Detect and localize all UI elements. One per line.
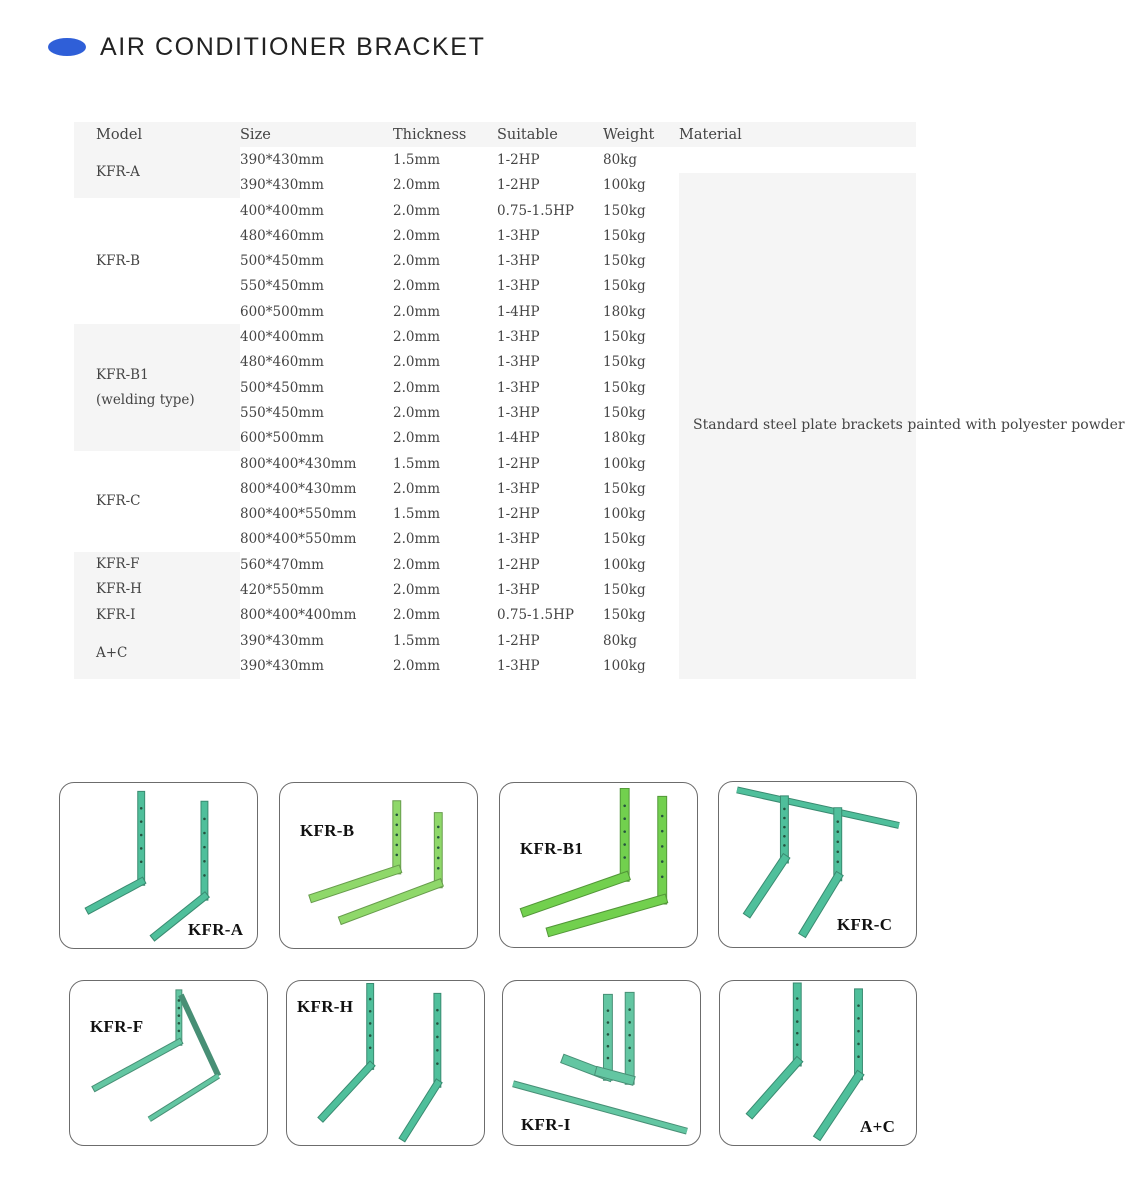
bracket-hole [836, 830, 839, 833]
suitable-cell: 1-2HP [497, 632, 540, 649]
col-header-material: Material [679, 122, 916, 147]
model-note: (welding type) [96, 391, 195, 408]
size-cell: 480*460mm [240, 227, 324, 244]
model-cell [74, 603, 240, 628]
model-cell [74, 451, 240, 552]
bracket-arm-face [526, 877, 625, 912]
thickness-cell: 2.0mm [393, 354, 441, 371]
weight-cell: 80kg [603, 151, 638, 168]
weight-cell: 150kg [603, 404, 646, 421]
col-header-suitable: Suitable [497, 122, 603, 147]
weight-cell: 100kg [603, 556, 646, 573]
suitable-cell: 1-3HP [497, 278, 540, 295]
col-header-model: Model [74, 122, 240, 147]
bracket-hole [628, 1047, 631, 1050]
bracket-illustration [500, 783, 697, 947]
thickness-cell: 2.0mm [393, 227, 441, 244]
model-name: KFR-A [96, 164, 140, 181]
bracket-hole [857, 1004, 860, 1007]
weight-cell: 150kg [603, 253, 646, 270]
size-cell: 390*430mm [240, 657, 324, 674]
bracket-hole [178, 1014, 181, 1017]
suitable-cell: 1-2HP [497, 455, 540, 472]
weight-cell: 80kg [603, 632, 638, 649]
bracket-hole [437, 826, 440, 829]
thickness-cell: 1.5mm [393, 455, 441, 472]
bracket-arm-face [552, 900, 663, 932]
bracket-hole [628, 1021, 631, 1024]
model-cell [74, 147, 240, 198]
thickness-cell: 2.0mm [393, 303, 441, 320]
bracket-arm-face [314, 870, 397, 898]
bracket-hole [783, 808, 786, 811]
suitable-cell: 1-3HP [497, 404, 540, 421]
bracket-hole [203, 832, 206, 835]
bracket-hole [140, 860, 143, 863]
bracket-hole [857, 1055, 860, 1058]
thickness-cell: 1.5mm [393, 632, 441, 649]
bracket-hole [395, 844, 398, 847]
thickness-cell: 2.0mm [393, 404, 441, 421]
bracket-hole [783, 817, 786, 820]
model-name: KFR-C [96, 492, 141, 509]
bracket-hole [661, 815, 664, 818]
bracket-hole [436, 1036, 439, 1039]
thickness-cell: 2.0mm [393, 329, 441, 346]
bracket-arm-face [819, 1076, 859, 1135]
bracket-hole [623, 817, 626, 820]
suitable-cell: 1-3HP [497, 379, 540, 396]
bracket-hole [836, 820, 839, 823]
bracket-arm-face [343, 884, 438, 920]
size-cell: 550*450mm [240, 404, 324, 421]
bracket-hole [783, 835, 786, 838]
bracket-hole [623, 843, 626, 846]
suitable-cell: 1-3HP [497, 657, 540, 674]
suitable-cell: 1-3HP [497, 581, 540, 598]
suitable-cell: 1-4HP [497, 303, 540, 320]
bracket-hole [140, 820, 143, 823]
thickness-cell: 2.0mm [393, 177, 441, 194]
weight-cell: 150kg [603, 354, 646, 371]
bracket-arm-face [404, 1084, 438, 1137]
bracket-hole [836, 840, 839, 843]
table-header-row [74, 122, 916, 147]
page-title: AIR CONDITIONER BRACKET [100, 32, 486, 61]
bracket-hole [395, 834, 398, 837]
bracket-arm-face [96, 1042, 179, 1087]
bracket-arm-face [90, 882, 141, 910]
bracket-hole [437, 836, 440, 839]
bracket-hole [607, 1057, 610, 1060]
material-cell [679, 173, 1125, 679]
bracket-hole [857, 1017, 860, 1020]
bracket-hole [140, 834, 143, 837]
suitable-cell: 1-3HP [497, 329, 540, 346]
bracket-hole [607, 1045, 610, 1048]
bracket-hole [607, 1009, 610, 1012]
bracket-hole [607, 1033, 610, 1036]
bracket-hole [661, 860, 664, 863]
weight-cell: 150kg [603, 379, 646, 396]
weight-cell: 100kg [603, 506, 646, 523]
bracket-hole [437, 867, 440, 870]
weight-cell: 150kg [603, 607, 646, 624]
suitable-cell: 1-4HP [497, 430, 540, 447]
model-cell [74, 552, 240, 577]
bracket-hole [436, 1062, 439, 1065]
bracket-hole [796, 1020, 799, 1023]
model-cell [74, 198, 240, 324]
bracket-hole [661, 845, 664, 848]
size-cell: 390*430mm [240, 177, 324, 194]
thickness-cell: 2.0mm [393, 253, 441, 270]
weight-cell: 100kg [603, 177, 646, 194]
bracket-hole [203, 860, 206, 863]
bracket-arm-lower-face [149, 1076, 218, 1119]
spec-table-body [74, 147, 1125, 678]
bracket-hole [369, 1022, 372, 1025]
weight-cell: 150kg [603, 329, 646, 346]
thickness-cell: 2.0mm [393, 531, 441, 548]
product-label: A+C [860, 1117, 896, 1136]
weight-cell: 100kg [603, 455, 646, 472]
bracket-hole [436, 1049, 439, 1052]
size-cell: 600*500mm [240, 303, 324, 320]
bracket-arm-face [804, 877, 838, 932]
bracket-hole [395, 813, 398, 816]
weight-cell: 150kg [603, 480, 646, 497]
bracket-hole [437, 846, 440, 849]
bracket-arm-face [749, 859, 785, 912]
weight-cell: 150kg [603, 202, 646, 219]
model-name: A+C [96, 644, 128, 661]
suitable-cell: 1-3HP [497, 253, 540, 270]
bracket-hole [203, 818, 206, 821]
thickness-cell: 2.0mm [393, 556, 441, 573]
size-cell: 800*400*430mm [240, 455, 357, 472]
bracket-hole [623, 805, 626, 808]
model-name: KFR-F [96, 556, 140, 573]
material-top-cell [679, 147, 916, 172]
suitable-cell: 1-2HP [497, 556, 540, 573]
spec-table [74, 122, 1125, 679]
bracket-hole [436, 1022, 439, 1025]
bracket-hole [623, 830, 626, 833]
suitable-cell: 1-3HP [497, 480, 540, 497]
weight-cell: 180kg [603, 430, 646, 447]
bracket-illustration [70, 981, 267, 1145]
size-cell: 400*400mm [240, 202, 324, 219]
size-cell: 800*400*550mm [240, 506, 357, 523]
thickness-cell: 2.0mm [393, 657, 441, 674]
thickness-cell: 2.0mm [393, 480, 441, 497]
suitable-cell: 1-3HP [497, 531, 540, 548]
bracket-hole [178, 1030, 181, 1033]
material-text: Standard steel plate brackets painted with polyester powder [693, 416, 1125, 433]
bracket-hole [369, 1046, 372, 1049]
weight-cell: 100kg [603, 657, 646, 674]
bracket-hole [628, 1034, 631, 1037]
col-header-size: Size [240, 122, 393, 147]
product-label: KFR-B [300, 821, 355, 840]
page-header [48, 30, 485, 64]
size-cell: 800*400*550mm [240, 531, 357, 548]
product-card-kfr-h [286, 980, 485, 1146]
bracket-hole [623, 856, 626, 859]
bracket-illustration [280, 783, 477, 948]
bracket-hole [628, 1059, 631, 1062]
bracket-hole [203, 846, 206, 849]
size-cell: 550*450mm [240, 278, 324, 295]
bracket-hole [628, 1008, 631, 1011]
bracket-hole [607, 1021, 610, 1024]
weight-cell: 150kg [603, 227, 646, 244]
product-card-kfr-b [279, 782, 478, 949]
model-name: KFR-B1 [96, 366, 149, 383]
bracket-hole [395, 854, 398, 857]
product-card-kfr-f [69, 980, 268, 1146]
suitable-cell: 1-3HP [497, 227, 540, 244]
bracket-hole [369, 1010, 372, 1013]
model-name: KFR-B [96, 252, 141, 269]
weight-cell: 150kg [603, 531, 646, 548]
weight-cell: 150kg [603, 581, 646, 598]
bracket-hole [140, 807, 143, 810]
suitable-cell: 1-3HP [497, 354, 540, 371]
bracket-arm-face [752, 1062, 797, 1113]
bracket-hole [178, 1022, 181, 1025]
bracket-hole [369, 1034, 372, 1037]
product-label: KFR-H [297, 997, 354, 1016]
suitable-cell: 1-2HP [497, 177, 540, 194]
size-cell: 420*550mm [240, 581, 324, 598]
bracket-hole [661, 830, 664, 833]
size-cell: 390*430mm [240, 151, 324, 168]
thickness-cell: 2.0mm [393, 581, 441, 598]
suitable-cell: 1-2HP [497, 151, 540, 168]
bracket-hole [395, 824, 398, 827]
bracket-hole [796, 1009, 799, 1012]
thickness-cell: 2.0mm [393, 430, 441, 447]
size-cell: 800*400*400mm [240, 607, 357, 624]
product-label: KFR-A [188, 920, 244, 939]
bracket-hole [783, 844, 786, 847]
thickness-cell: 1.5mm [393, 151, 441, 168]
bracket-crossbar-face [737, 790, 899, 826]
product-card-kfr-a [59, 782, 258, 949]
product-card-kfr-c [718, 781, 917, 948]
suitable-cell: 0.75-1.5HP [497, 202, 574, 219]
table-row [74, 147, 916, 172]
suitable-cell: 0.75-1.5HP [497, 607, 574, 624]
size-cell: 560*470mm [240, 556, 324, 573]
size-cell: 600*500mm [240, 430, 324, 447]
bracket-hole [203, 874, 206, 877]
product-card-kfr-b1 [499, 782, 698, 948]
bracket-hole [857, 1030, 860, 1033]
thickness-cell: 2.0mm [393, 278, 441, 295]
model-cell [74, 628, 240, 679]
size-cell: 390*430mm [240, 632, 324, 649]
size-cell: 400*400mm [240, 329, 324, 346]
bracket-hole [783, 826, 786, 829]
thickness-cell: 2.0mm [393, 379, 441, 396]
col-header-weight: Weight [603, 122, 679, 147]
bracket-hole [836, 850, 839, 853]
bracket-hole [836, 861, 839, 864]
bracket-brace [181, 995, 219, 1076]
thickness-cell: 2.0mm [393, 202, 441, 219]
weight-cell: 180kg [603, 303, 646, 320]
model-name: KFR-I [96, 606, 136, 623]
product-label: KFR-I [521, 1115, 571, 1134]
bracket-hole [796, 1032, 799, 1035]
bracket-arm-face [323, 1066, 370, 1117]
product-card-a-c [719, 980, 917, 1146]
size-cell: 480*460mm [240, 354, 324, 371]
bracket-hole [796, 1043, 799, 1046]
bracket-hole [796, 997, 799, 1000]
model-name: KFR-H [96, 581, 142, 598]
size-cell: 800*400*430mm [240, 480, 357, 497]
product-label: KFR-C [837, 915, 893, 934]
thickness-cell: 1.5mm [393, 506, 441, 523]
product-label: KFR-F [90, 1017, 144, 1036]
bracket-hole [857, 1043, 860, 1046]
size-cell: 500*450mm [240, 379, 324, 396]
thickness-cell: 2.0mm [393, 607, 441, 624]
bracket-hole [178, 1007, 181, 1010]
suitable-cell: 1-2HP [497, 506, 540, 523]
model-cell [74, 324, 240, 450]
bracket-hole [140, 847, 143, 850]
bullet-dot-icon [48, 38, 86, 56]
bracket-hole [436, 1009, 439, 1012]
model-cell [74, 577, 240, 602]
size-cell: 500*450mm [240, 253, 324, 270]
weight-cell: 150kg [603, 278, 646, 295]
product-card-kfr-i [502, 980, 701, 1146]
col-header-thickness: Thickness [393, 122, 497, 147]
product-label: KFR-B1 [520, 839, 584, 858]
bracket-hole [369, 998, 372, 1001]
bracket-hole [661, 875, 664, 878]
bracket-hole [437, 857, 440, 860]
